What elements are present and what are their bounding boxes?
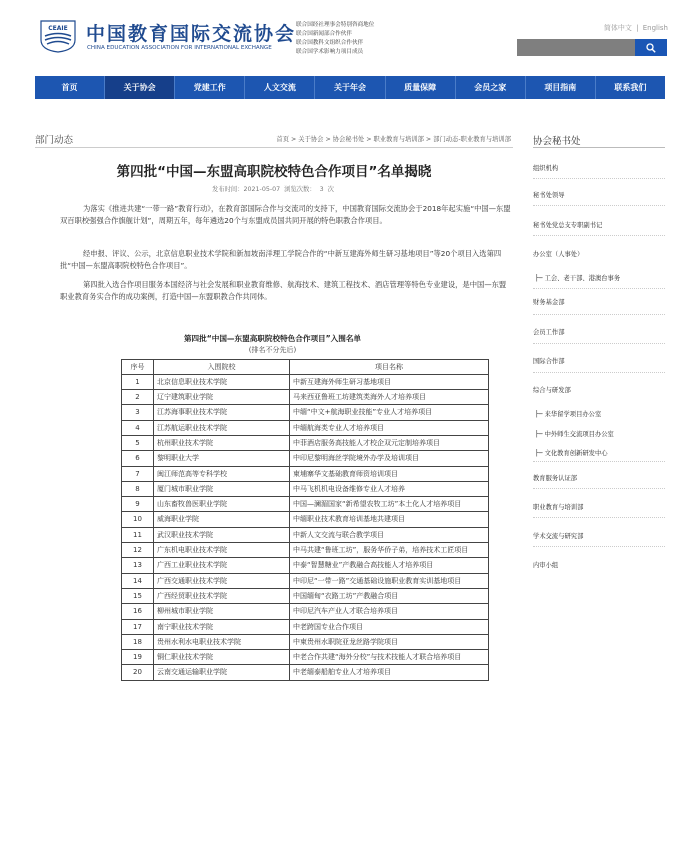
sidebar-item-academic[interactable]: 学术交流与研究部 [533,533,584,540]
lang-chinese-link[interactable]: 简体中文 [603,24,632,32]
row-school: 辽宁建筑职业学院 [154,390,290,405]
article-title: 第四批“中国—东盟高职院校特色合作项目”名单揭晓 [116,164,432,180]
table-row [122,558,489,573]
row-project: 中老缅泰船舶专业人才培养项目 [290,665,489,680]
nav-party-building[interactable]: 党建工作 [175,76,245,99]
lang-english-link[interactable]: English [642,24,668,32]
table-row [122,512,489,527]
row-project: 中国—澜湄国家“新希望农牧工坊”本土化人才培养项目 [290,497,489,512]
affiliation-item: 联合国新闻部合作伙伴 [296,31,352,37]
row-project: 马来西亚鲁班工坊建筑类海外人才培养项目 [290,390,489,405]
nav-members[interactable]: 会员之家 [456,76,526,99]
table-row [122,451,489,466]
col-header-project: 项目名称 [290,360,489,375]
sidebar-divider [533,488,665,489]
row-project: 中印尼“一带一路”交通基础设施职业教育实训基地项目 [290,573,489,588]
row-project: 中缅职业技术教育培训基地共建项目 [290,512,489,527]
sidebar-divider [533,235,665,236]
sidebar-divider [533,178,665,179]
row-school: 黎明职业大学 [154,451,290,466]
sidebar-divider [533,343,665,344]
row-number: 9 [122,497,154,512]
row-project: 中印尼汽车产业人才联合培养项目 [290,604,489,619]
nav-quality-assurance[interactable]: 质量保障 [386,76,456,99]
row-school: 贵州水利水电职业技术学院 [154,634,290,649]
sidebar-item-finance[interactable]: 财务基金部 [533,299,565,306]
views-unit: 次 [327,186,334,193]
affiliations-list [296,21,374,57]
row-number: 4 [122,420,154,435]
col-header-school: 入围院校 [154,360,290,375]
row-number: 10 [122,512,154,527]
affiliation-item: 联合国学术影响力项目成员 [296,49,364,55]
article-paragraph: 第四批入选合作项目服务本国经济与社会发展和职业教育维修、航海技术、建筑工程技术、酒店管理等特色专业建设，是中国—东盟职业教育务实合作的成功案例，打造中国—东盟职教合作共同体。 [60,280,507,301]
ceaie-logo-icon[interactable] [40,20,76,53]
table-row [122,573,489,588]
table-header-row [122,360,489,375]
sidebar-header [533,124,665,148]
row-project: 中缅“中文+航海职业技能”专业人才培养项目 [290,405,489,420]
search-box [517,39,667,56]
search-icon [646,43,656,53]
table-row [122,481,489,496]
sidebar-subitem-union[interactable]: ├─ 工会、老干部、港澳台事务 [535,275,621,282]
table-row [122,466,489,481]
row-project: 中马飞机机电设备维修专业人才培养 [290,481,489,496]
section-title: 部门动态 [35,135,74,146]
row-school: 南宁职业技术学院 [154,619,290,634]
table-row [122,588,489,603]
breadcrumb[interactable]: 首页 > 关于协会 > 协会秘书处 > 职业教育与培训部 > 部门动态-职业教育与培训部 [276,136,511,143]
nav-annual-conference[interactable]: 关于年会 [315,76,385,99]
table-row [122,619,489,634]
sidebar-subitem-exchange[interactable]: ├─ 中外师生交流项目办公室 [535,431,614,438]
table-row [122,405,489,420]
sidebar-title: 协会秘书处 [533,136,581,147]
table-row [122,634,489,649]
nav-home[interactable]: 首页 [35,76,105,99]
table-title: 第四批“中国—东盟高职院校特色合作项目”入围名单 [183,334,362,343]
sidebar-divider [533,546,665,547]
logo-english-name: CHINA EDUCATION ASSOCIATION FOR INTERNATIONAL EXCHANGE [87,45,272,51]
logo-chinese-name[interactable]: 中国教育国际交流协会 [86,23,297,45]
table-row [122,374,489,389]
publish-date: 发布时间：2021-05-07 [212,186,281,193]
nav-project-guide[interactable]: 项目指南 [526,76,596,99]
row-project: 中国缅甸“衣路工坊”产教融合项目 [290,588,489,603]
sidebar-item-vocational[interactable]: 职业教育与培训部 [533,504,584,511]
row-school: 杭州职业技术学院 [154,435,290,450]
sidebar-item-research[interactable]: 综合与研发部 [533,387,571,394]
row-school: 广西经贸职业技术学院 [154,588,290,603]
row-project: 中新人文交流与联合教学项目 [290,527,489,542]
row-number: 2 [122,390,154,405]
table-row [122,420,489,435]
article-paragraph: 经申报、评议、公示，北京信息职业技术学院和新加坡南洋理工学院合作的“中新互建海外师生研习基地项目”等20个项目入选第四批“中国—东盟高职院校特色合作项目”。 [60,249,502,270]
search-button[interactable] [635,39,667,56]
sidebar-item-international[interactable]: 国际合作部 [533,358,565,365]
row-school: 广西交通职业技术学院 [154,573,290,588]
sidebar-divider [533,461,665,462]
table-subtitle: (排名不分先后) [248,346,297,354]
col-header-no: 序号 [122,360,154,375]
row-number: 14 [122,573,154,588]
row-number: 16 [122,604,154,619]
table-row [122,497,489,512]
sidebar-divider [533,517,665,518]
views-count: 3 [319,186,324,193]
row-project: 中马共建“鲁班工坊”，服务华侨子弟，培养技术工匠项目 [290,543,489,558]
row-school: 北京信息职业技术学院 [154,374,290,389]
row-number: 19 [122,650,154,665]
row-number: 5 [122,435,154,450]
table-row [122,604,489,619]
row-number: 7 [122,466,154,481]
row-school: 闽江师范高等专科学校 [154,466,290,481]
row-number: 1 [122,374,154,389]
section-header [35,124,513,148]
table-row [122,527,489,542]
row-number: 12 [122,543,154,558]
row-school: 云南交通运输职业学院 [154,665,290,680]
table-row [122,650,489,665]
row-number: 13 [122,558,154,573]
row-project: 中新互建海外师生研习基地项目 [290,374,489,389]
sidebar-subitem-study-in-china[interactable]: ├─ 来华留学项目办公室 [535,411,602,418]
row-school: 武汉职业技术学院 [154,527,290,542]
row-school: 厦门城市职业学院 [154,481,290,496]
table-row [122,543,489,558]
row-number: 17 [122,619,154,634]
table-row [122,665,489,680]
article-meta [35,184,513,193]
table-row [122,390,489,405]
nav-cultural-exchange[interactable]: 人文交流 [245,76,315,99]
row-school: 江苏航运职业技术学院 [154,420,290,435]
sidebar-item-office[interactable]: 办公室（人事处） [533,251,584,258]
sidebar-divider [533,372,665,373]
row-project: 中老合作共建“海外分校”与技术技能人才联合培养项目 [290,650,489,665]
row-school: 威海职业学院 [154,512,290,527]
row-school: 铜仁职业技术学院 [154,650,290,665]
row-school: 广西工业职业技术学院 [154,558,290,573]
row-number: 3 [122,405,154,420]
row-school: 江苏海事职业技术学院 [154,405,290,420]
sidebar-item-party-secretary[interactable]: 秘书处党总支专职副书记 [533,222,603,229]
article-paragraph: 为落实《推进共建“一带一路”教育行动》，在教育部国际合作与交流司的支持下，中国教育国际交流协会于2018年起实施“中国—东盟双百职校强强合作旗舰计划”，周期五年，每年遴选20个与东盟成员国共同开展的特色职教合作项目。 [60,204,511,225]
row-school: 广东机电职业技术学院 [154,543,290,558]
sidebar-item-organization[interactable]: 组织机构 [533,165,559,172]
sidebar-divider [533,205,665,206]
sidebar-item-leaders[interactable]: 秘书处领导 [533,192,565,199]
table-body [122,374,489,680]
site-header [0,0,700,74]
row-project: 中泰“智慧糖业”产教融合高技能人才培养项目 [290,558,489,573]
affiliation-item: 联合国经社理事会特别咨商地位 [296,22,375,28]
lang-separator: | [636,24,639,32]
nav-about[interactable]: 关于协会 [105,76,175,99]
sidebar-item-member-affairs[interactable]: 会员工作部 [533,329,565,336]
row-number: 8 [122,481,154,496]
row-number: 15 [122,588,154,603]
row-number: 6 [122,451,154,466]
nav-contact[interactable]: 联系我们 [614,83,647,92]
sidebar-item-certification[interactable]: 教育服务认证部 [533,475,578,482]
row-number: 11 [122,527,154,542]
row-school: 山东畜牧兽医职业学院 [154,497,290,512]
row-project: 中柬贵州水职院亚龙丝路学院项目 [290,634,489,649]
affiliation-item: 联合国教科文组织合作伙伴 [296,40,364,46]
sidebar-item-audit[interactable]: 内审小组 [533,562,559,569]
row-project: 中老跨国专业合作项目 [290,619,489,634]
language-switcher [604,23,668,33]
row-project: 柬埔寨华文基础教育师资培训项目 [290,466,489,481]
logo-abbr: CEAIE [48,25,68,32]
row-project: 中菲酒店服务高技能人才校企双元定制培养项目 [290,435,489,450]
row-school: 柳州城市职业学院 [154,604,290,619]
sidebar-subitem-innovation[interactable]: ├─ 文化教育创新研发中心 [535,450,608,457]
views-label: 浏览次数： [284,186,316,193]
row-project: 中缅航海类专业人才培养项目 [290,420,489,435]
table-row [122,435,489,450]
search-input[interactable] [517,39,635,56]
sidebar-divider [533,314,665,315]
row-number: 20 [122,665,154,680]
shortlist-table [121,359,489,681]
sidebar-divider [533,288,665,289]
row-project: 中印尼黎明海丝学院境外办学及培训项目 [290,451,489,466]
main-nav [35,76,665,99]
row-number: 18 [122,634,154,649]
